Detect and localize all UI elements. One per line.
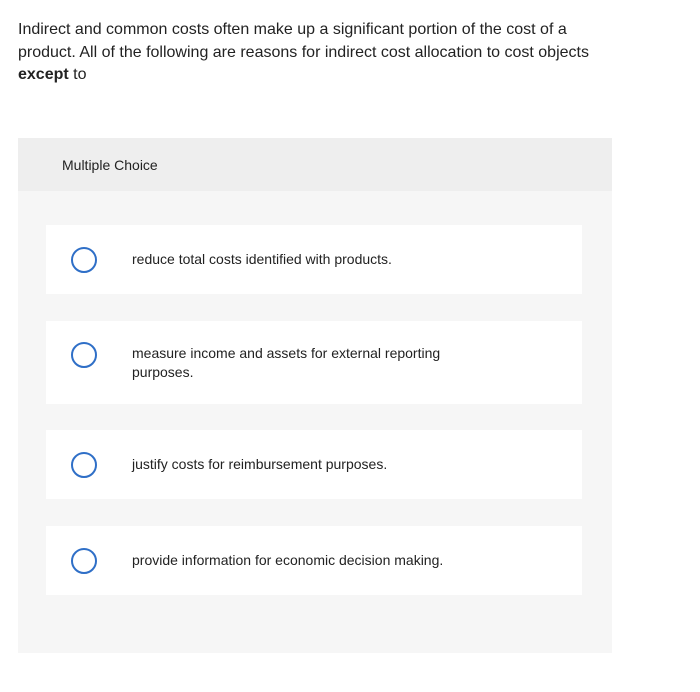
choice-option-2[interactable]	[46, 321, 582, 404]
multiple-choice-header	[18, 138, 612, 191]
choice-option-1[interactable]	[46, 225, 582, 294]
question-emphasis: except	[18, 66, 69, 83]
radio-button-icon[interactable]	[71, 342, 97, 368]
choice-option-3-label: justify costs for reimbursement purposes.	[132, 456, 388, 472]
question-text-start: Indirect and common costs often make up a significant portion of the cost of a product. All of the following are reasons for indirect cost allocation to cost objects	[18, 21, 589, 61]
choice-option-4-label: provide information for economic decision making.	[132, 552, 444, 568]
radio-button-icon[interactable]	[71, 452, 97, 478]
multiple-choice-panel	[18, 138, 612, 653]
choice-option-1-label: reduce total costs identified with products.	[132, 251, 392, 267]
radio-button-icon[interactable]	[71, 548, 97, 574]
choice-option-2-label: measure income and assets for external reporting purposes.	[132, 345, 441, 380]
multiple-choice-label: Multiple Choice	[62, 157, 158, 173]
choice-option-4[interactable]	[46, 526, 582, 595]
choice-option-3[interactable]	[46, 430, 582, 499]
question-text-end: to	[68, 66, 87, 83]
question-text	[18, 19, 618, 87]
radio-button-icon[interactable]	[71, 247, 97, 273]
